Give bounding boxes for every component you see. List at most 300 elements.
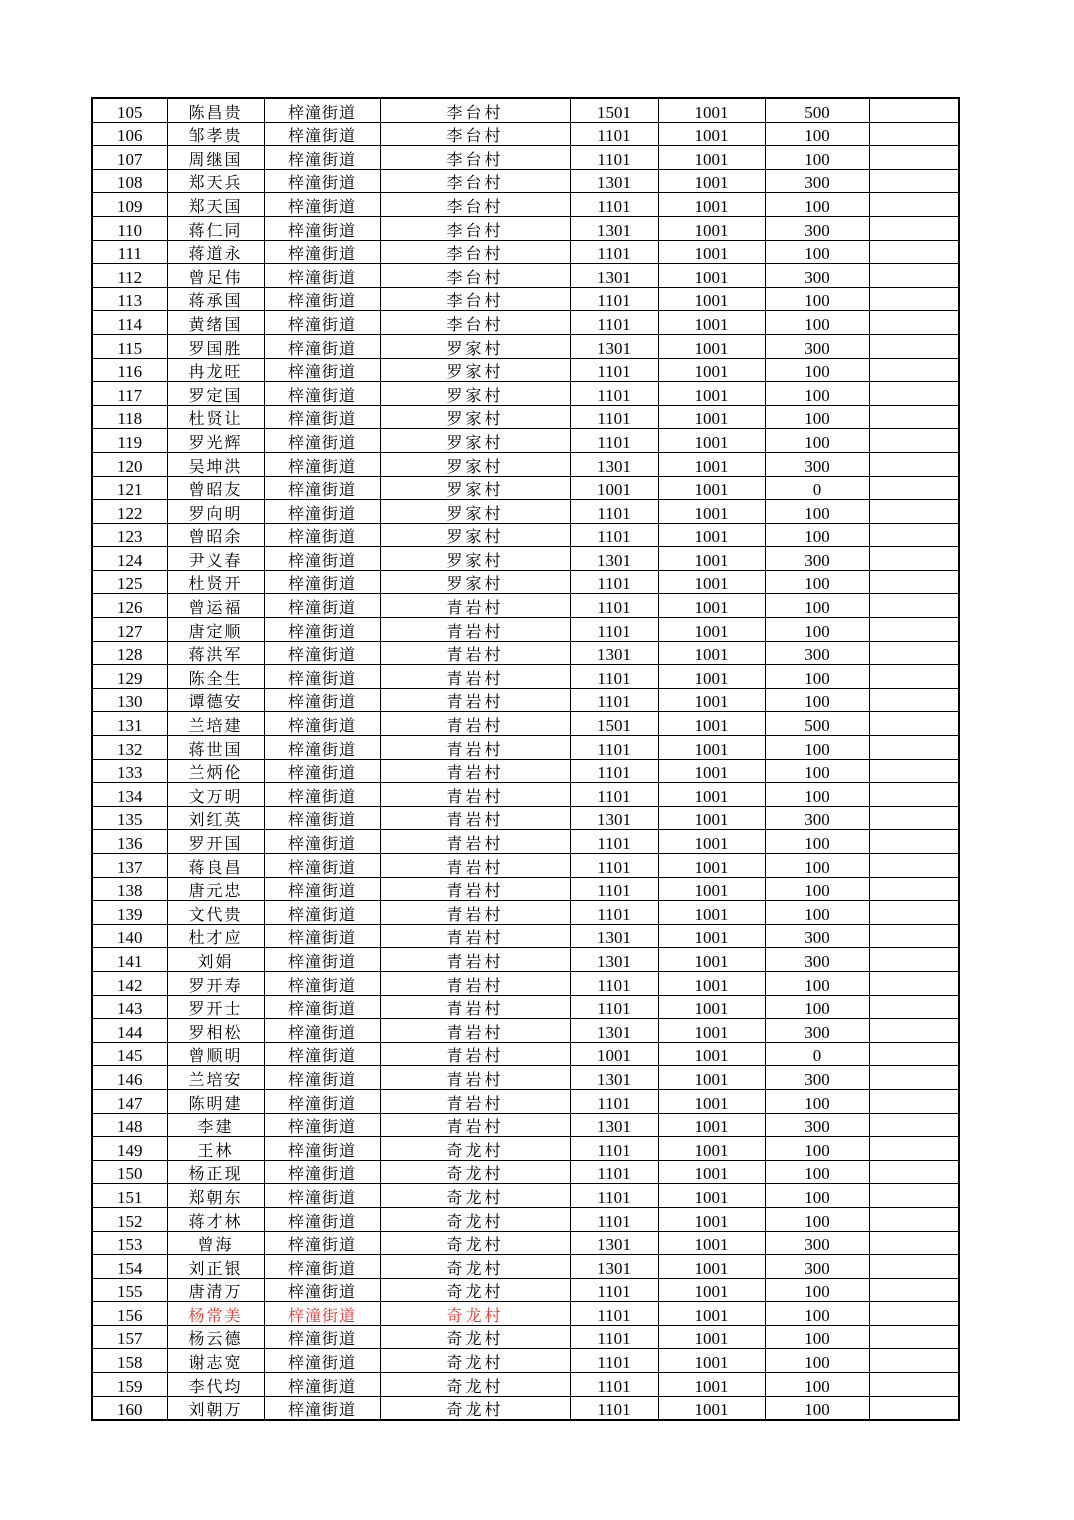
code-a-cell: 1301: [570, 547, 658, 571]
remark-cell: [869, 1137, 959, 1161]
street-cell: 梓潼街道: [264, 1137, 380, 1161]
village-cell: 青岩村: [380, 877, 570, 901]
street-cell: 梓潼街道: [264, 193, 380, 217]
amount-cell: 100: [765, 287, 869, 311]
code-a-cell: 1101: [570, 594, 658, 618]
table-row: [92, 169, 959, 193]
row-number-cell: 112: [92, 264, 167, 288]
amount-cell: 300: [765, 948, 869, 972]
table-row: [92, 1349, 959, 1373]
amount-cell: 300: [765, 924, 869, 948]
village-cell: 青岩村: [380, 971, 570, 995]
row-number-cell: 128: [92, 641, 167, 665]
name-cell: 杨正现: [167, 1160, 264, 1184]
code-a-cell: 1301: [570, 216, 658, 240]
row-number-cell: 105: [92, 98, 167, 122]
amount-cell: 100: [765, 1207, 869, 1231]
village-cell: 青岩村: [380, 1113, 570, 1137]
name-cell: 谢志宽: [167, 1349, 264, 1373]
amount-cell: 100: [765, 311, 869, 335]
street-cell: 梓潼街道: [264, 759, 380, 783]
remark-cell: [869, 169, 959, 193]
row-number-cell: 106: [92, 122, 167, 146]
table-row: [92, 830, 959, 854]
row-number-cell: 151: [92, 1184, 167, 1208]
table-row: [92, 688, 959, 712]
amount-cell: 500: [765, 98, 869, 122]
row-number-cell: 109: [92, 193, 167, 217]
name-cell: 李建: [167, 1113, 264, 1137]
village-cell: 奇龙村: [380, 1349, 570, 1373]
code-b-cell: 1001: [658, 1255, 765, 1279]
amount-cell: 300: [765, 547, 869, 571]
code-b-cell: 1001: [658, 830, 765, 854]
remark-cell: [869, 570, 959, 594]
village-cell: 青岩村: [380, 948, 570, 972]
street-cell: 梓潼街道: [264, 500, 380, 524]
name-cell: 蒋承国: [167, 287, 264, 311]
street-cell: 梓潼街道: [264, 1113, 380, 1137]
remark-cell: [869, 98, 959, 122]
code-b-cell: 1001: [658, 1019, 765, 1043]
code-a-cell: 1101: [570, 1089, 658, 1113]
name-cell: 刘红英: [167, 806, 264, 830]
street-cell: 梓潼街道: [264, 311, 380, 335]
amount-cell: 300: [765, 264, 869, 288]
village-cell: 青岩村: [380, 618, 570, 642]
table-row: [92, 1089, 959, 1113]
remark-cell: [869, 311, 959, 335]
remark-cell: [869, 216, 959, 240]
code-a-cell: 1101: [570, 783, 658, 807]
village-cell: 青岩村: [380, 1042, 570, 1066]
code-b-cell: 1001: [658, 500, 765, 524]
code-a-cell: 1501: [570, 98, 658, 122]
code-b-cell: 1001: [658, 334, 765, 358]
code-a-cell: 1101: [570, 500, 658, 524]
remark-cell: [869, 523, 959, 547]
table-row: [92, 500, 959, 524]
amount-cell: 300: [765, 1066, 869, 1090]
name-cell: 唐定顺: [167, 618, 264, 642]
remark-cell: [869, 1302, 959, 1326]
table-row: [92, 476, 959, 500]
table-row: [92, 1113, 959, 1137]
code-a-cell: 1301: [570, 924, 658, 948]
data-table: [91, 97, 960, 1421]
code-b-cell: 1001: [658, 547, 765, 571]
village-cell: 青岩村: [380, 783, 570, 807]
table-row: [92, 240, 959, 264]
row-number-cell: 120: [92, 452, 167, 476]
code-b-cell: 1001: [658, 1066, 765, 1090]
remark-cell: [869, 1019, 959, 1043]
village-cell: 奇龙村: [380, 1231, 570, 1255]
village-cell: 奇龙村: [380, 1278, 570, 1302]
village-cell: 李台村: [380, 146, 570, 170]
table-row: [92, 971, 959, 995]
remark-cell: [869, 1042, 959, 1066]
remark-cell: [869, 712, 959, 736]
name-cell: 郑天兵: [167, 169, 264, 193]
table-row: [92, 98, 959, 122]
code-a-cell: 1301: [570, 806, 658, 830]
amount-cell: 100: [765, 429, 869, 453]
amount-cell: 100: [765, 1396, 869, 1420]
remark-cell: [869, 688, 959, 712]
name-cell: 杜贤让: [167, 405, 264, 429]
amount-cell: 100: [765, 193, 869, 217]
remark-cell: [869, 1325, 959, 1349]
street-cell: 梓潼街道: [264, 901, 380, 925]
street-cell: 梓潼街道: [264, 1019, 380, 1043]
table-row: [92, 877, 959, 901]
remark-cell: [869, 641, 959, 665]
row-number-cell: 118: [92, 405, 167, 429]
row-number-cell: 143: [92, 995, 167, 1019]
village-cell: 李台村: [380, 287, 570, 311]
street-cell: 梓潼街道: [264, 146, 380, 170]
amount-cell: 100: [765, 854, 869, 878]
name-cell: 罗光辉: [167, 429, 264, 453]
name-cell: 杜才应: [167, 924, 264, 948]
street-cell: 梓潼街道: [264, 641, 380, 665]
village-cell: 李台村: [380, 169, 570, 193]
name-cell: 曾昭余: [167, 523, 264, 547]
table-row: [92, 570, 959, 594]
name-cell: 罗相松: [167, 1019, 264, 1043]
row-number-cell: 153: [92, 1231, 167, 1255]
village-cell: 李台村: [380, 193, 570, 217]
street-cell: 梓潼街道: [264, 736, 380, 760]
name-cell: 曾海: [167, 1231, 264, 1255]
row-number-cell: 146: [92, 1066, 167, 1090]
table-row: [92, 1184, 959, 1208]
code-a-cell: 1101: [570, 1137, 658, 1161]
amount-cell: 100: [765, 618, 869, 642]
name-cell: 陈全生: [167, 665, 264, 689]
table-row: [92, 995, 959, 1019]
name-cell: 郑天国: [167, 193, 264, 217]
remark-cell: [869, 806, 959, 830]
code-a-cell: 1301: [570, 1066, 658, 1090]
table-row: [92, 452, 959, 476]
code-b-cell: 1001: [658, 240, 765, 264]
code-a-cell: 1301: [570, 641, 658, 665]
code-b-cell: 1001: [658, 476, 765, 500]
street-cell: 梓潼街道: [264, 1255, 380, 1279]
table-row: [92, 641, 959, 665]
code-a-cell: 1101: [570, 971, 658, 995]
name-cell: 唐清万: [167, 1278, 264, 1302]
street-cell: 梓潼街道: [264, 1184, 380, 1208]
table-body: [92, 98, 959, 1420]
street-cell: 梓潼街道: [264, 547, 380, 571]
row-number-cell: 113: [92, 287, 167, 311]
street-cell: 梓潼街道: [264, 523, 380, 547]
code-b-cell: 1001: [658, 971, 765, 995]
code-a-cell: 1101: [570, 193, 658, 217]
table-row: [92, 146, 959, 170]
code-a-cell: 1101: [570, 1302, 658, 1326]
remark-cell: [869, 1278, 959, 1302]
remark-cell: [869, 1089, 959, 1113]
street-cell: 梓潼街道: [264, 570, 380, 594]
remark-cell: [869, 736, 959, 760]
row-number-cell: 144: [92, 1019, 167, 1043]
name-cell: 周继国: [167, 146, 264, 170]
code-b-cell: 1001: [658, 570, 765, 594]
amount-cell: 100: [765, 877, 869, 901]
row-number-cell: 127: [92, 618, 167, 642]
row-number-cell: 145: [92, 1042, 167, 1066]
street-cell: 梓潼街道: [264, 1042, 380, 1066]
amount-cell: 0: [765, 1042, 869, 1066]
code-b-cell: 1001: [658, 1325, 765, 1349]
name-cell: 曾运福: [167, 594, 264, 618]
code-b-cell: 1001: [658, 287, 765, 311]
table-row: [92, 854, 959, 878]
remark-cell: [869, 854, 959, 878]
amount-cell: 100: [765, 1325, 869, 1349]
code-a-cell: 1101: [570, 830, 658, 854]
name-cell: 文万明: [167, 783, 264, 807]
table-row: [92, 783, 959, 807]
name-cell: 蒋仁同: [167, 216, 264, 240]
street-cell: 梓潼街道: [264, 240, 380, 264]
name-cell: 郑朝东: [167, 1184, 264, 1208]
name-cell: 杨常美: [167, 1302, 264, 1326]
table-row: [92, 759, 959, 783]
code-b-cell: 1001: [658, 122, 765, 146]
row-number-cell: 157: [92, 1325, 167, 1349]
table-row: [92, 429, 959, 453]
table-row: [92, 216, 959, 240]
street-cell: 梓潼街道: [264, 665, 380, 689]
village-cell: 青岩村: [380, 1019, 570, 1043]
name-cell: 兰培安: [167, 1066, 264, 1090]
row-number-cell: 140: [92, 924, 167, 948]
code-b-cell: 1001: [658, 712, 765, 736]
code-a-cell: 1301: [570, 1019, 658, 1043]
code-a-cell: 1301: [570, 334, 658, 358]
village-cell: 青岩村: [380, 712, 570, 736]
name-cell: 曾昭友: [167, 476, 264, 500]
code-a-cell: 1101: [570, 688, 658, 712]
village-cell: 青岩村: [380, 1066, 570, 1090]
code-b-cell: 1001: [658, 429, 765, 453]
row-number-cell: 155: [92, 1278, 167, 1302]
village-cell: 奇龙村: [380, 1396, 570, 1420]
name-cell: 罗开士: [167, 995, 264, 1019]
village-cell: 青岩村: [380, 665, 570, 689]
street-cell: 梓潼街道: [264, 264, 380, 288]
table-row: [92, 806, 959, 830]
village-cell: 李台村: [380, 216, 570, 240]
village-cell: 罗家村: [380, 334, 570, 358]
village-cell: 奇龙村: [380, 1325, 570, 1349]
remark-cell: [869, 193, 959, 217]
table-row: [92, 901, 959, 925]
code-b-cell: 1001: [658, 523, 765, 547]
street-cell: 梓潼街道: [264, 122, 380, 146]
amount-cell: 100: [765, 122, 869, 146]
street-cell: 梓潼街道: [264, 995, 380, 1019]
amount-cell: 300: [765, 169, 869, 193]
amount-cell: 100: [765, 1184, 869, 1208]
code-b-cell: 1001: [658, 995, 765, 1019]
code-a-cell: 1101: [570, 146, 658, 170]
name-cell: 兰炳伦: [167, 759, 264, 783]
street-cell: 梓潼街道: [264, 1325, 380, 1349]
remark-cell: [869, 948, 959, 972]
amount-cell: 100: [765, 523, 869, 547]
code-a-cell: 1101: [570, 240, 658, 264]
remark-cell: [869, 995, 959, 1019]
row-number-cell: 124: [92, 547, 167, 571]
name-cell: 蒋良昌: [167, 854, 264, 878]
table-row: [92, 547, 959, 571]
code-a-cell: 1101: [570, 854, 658, 878]
table-row: [92, 1255, 959, 1279]
table-row: [92, 287, 959, 311]
amount-cell: 100: [765, 1349, 869, 1373]
code-a-cell: 1301: [570, 264, 658, 288]
remark-cell: [869, 1231, 959, 1255]
village-cell: 罗家村: [380, 382, 570, 406]
street-cell: 梓潼街道: [264, 1349, 380, 1373]
street-cell: 梓潼街道: [264, 429, 380, 453]
table-row: [92, 924, 959, 948]
village-cell: 李台村: [380, 122, 570, 146]
remark-cell: [869, 759, 959, 783]
remark-cell: [869, 358, 959, 382]
row-number-cell: 108: [92, 169, 167, 193]
name-cell: 黄绪国: [167, 311, 264, 335]
name-cell: 兰培建: [167, 712, 264, 736]
code-b-cell: 1001: [658, 1160, 765, 1184]
code-a-cell: 1001: [570, 1042, 658, 1066]
amount-cell: 500: [765, 712, 869, 736]
village-cell: 罗家村: [380, 476, 570, 500]
amount-cell: 100: [765, 995, 869, 1019]
row-number-cell: 119: [92, 429, 167, 453]
name-cell: 唐元忠: [167, 877, 264, 901]
row-number-cell: 150: [92, 1160, 167, 1184]
street-cell: 梓潼街道: [264, 1160, 380, 1184]
row-number-cell: 122: [92, 500, 167, 524]
amount-cell: 100: [765, 382, 869, 406]
table-row: [92, 1160, 959, 1184]
code-a-cell: 1101: [570, 382, 658, 406]
amount-cell: 100: [765, 665, 869, 689]
street-cell: 梓潼街道: [264, 783, 380, 807]
street-cell: 梓潼街道: [264, 830, 380, 854]
village-cell: 罗家村: [380, 452, 570, 476]
remark-cell: [869, 452, 959, 476]
name-cell: 蒋洪军: [167, 641, 264, 665]
street-cell: 梓潼街道: [264, 1231, 380, 1255]
village-cell: 青岩村: [380, 924, 570, 948]
name-cell: 冉龙旺: [167, 358, 264, 382]
name-cell: 李代均: [167, 1373, 264, 1397]
code-a-cell: 1101: [570, 311, 658, 335]
remark-cell: [869, 122, 959, 146]
code-b-cell: 1001: [658, 924, 765, 948]
street-cell: 梓潼街道: [264, 948, 380, 972]
code-b-cell: 1001: [658, 146, 765, 170]
table-row: [92, 948, 959, 972]
remark-cell: [869, 830, 959, 854]
code-a-cell: 1101: [570, 1325, 658, 1349]
remark-cell: [869, 1396, 959, 1420]
code-b-cell: 1001: [658, 193, 765, 217]
name-cell: 曾足伟: [167, 264, 264, 288]
row-number-cell: 130: [92, 688, 167, 712]
remark-cell: [869, 877, 959, 901]
street-cell: 梓潼街道: [264, 334, 380, 358]
street-cell: 梓潼街道: [264, 854, 380, 878]
table-row: [92, 1137, 959, 1161]
amount-cell: 100: [765, 1373, 869, 1397]
row-number-cell: 123: [92, 523, 167, 547]
table-row: [92, 405, 959, 429]
remark-cell: [869, 971, 959, 995]
table-row: [92, 311, 959, 335]
row-number-cell: 115: [92, 334, 167, 358]
table-row: [92, 1373, 959, 1397]
name-cell: 曾顺明: [167, 1042, 264, 1066]
village-cell: 李台村: [380, 311, 570, 335]
table-row: [92, 1302, 959, 1326]
remark-cell: [869, 618, 959, 642]
code-a-cell: 1301: [570, 169, 658, 193]
street-cell: 梓潼街道: [264, 1373, 380, 1397]
remark-cell: [869, 1113, 959, 1137]
village-cell: 奇龙村: [380, 1207, 570, 1231]
code-b-cell: 1001: [658, 618, 765, 642]
table-row: [92, 193, 959, 217]
code-b-cell: 1001: [658, 901, 765, 925]
name-cell: 刘朝万: [167, 1396, 264, 1420]
remark-cell: [869, 665, 959, 689]
code-a-cell: 1101: [570, 1207, 658, 1231]
code-b-cell: 1001: [658, 1231, 765, 1255]
row-number-cell: 156: [92, 1302, 167, 1326]
village-cell: 青岩村: [380, 1089, 570, 1113]
remark-cell: [869, 240, 959, 264]
village-cell: 罗家村: [380, 358, 570, 382]
row-number-cell: 117: [92, 382, 167, 406]
name-cell: 刘正银: [167, 1255, 264, 1279]
code-b-cell: 1001: [658, 1089, 765, 1113]
remark-cell: [869, 500, 959, 524]
amount-cell: 100: [765, 1278, 869, 1302]
remark-cell: [869, 924, 959, 948]
amount-cell: 100: [765, 971, 869, 995]
amount-cell: 300: [765, 216, 869, 240]
code-b-cell: 1001: [658, 1137, 765, 1161]
remark-cell: [869, 594, 959, 618]
name-cell: 罗开国: [167, 830, 264, 854]
street-cell: 梓潼街道: [264, 618, 380, 642]
remark-cell: [869, 1184, 959, 1208]
remark-cell: [869, 429, 959, 453]
amount-cell: 0: [765, 476, 869, 500]
village-cell: 罗家村: [380, 500, 570, 524]
amount-cell: 300: [765, 1231, 869, 1255]
street-cell: 梓潼街道: [264, 1278, 380, 1302]
